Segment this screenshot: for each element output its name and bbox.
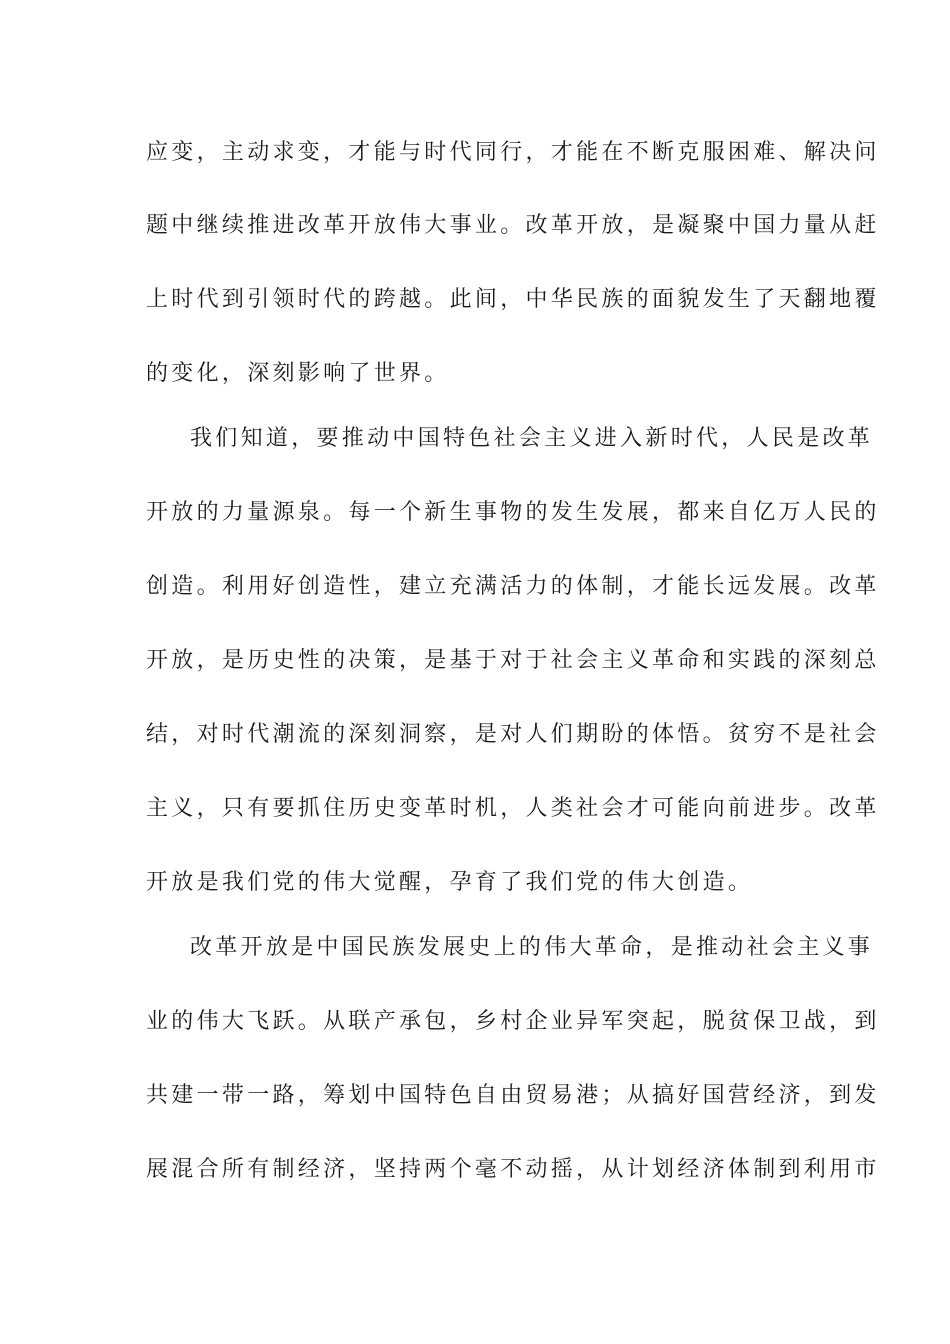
- text-line: 应变，主动求变，才能与时代同行，才能在不断克服困难、解决问: [146, 140, 880, 165]
- text-line: 展混合所有制经济，坚持两个毫不动摇，从计划经济体制到利用市: [146, 1157, 880, 1182]
- text-line: 上时代到引领时代的跨越。此间，中华民族的面貌发生了天翻地覆: [146, 287, 880, 312]
- text-line: 创造。利用好创造性，建立充满活力的体制，才能长远发展。改革: [146, 574, 880, 599]
- text-line: 开放，是历史性的决策，是基于对于社会主义革命和实践的深刻总: [146, 648, 880, 673]
- paragraph-first-line: 我们知道，要推动中国特色社会主义进入新时代，人民是改革: [190, 426, 874, 451]
- text-line: 开放是我们党的伟大觉醒，孕育了我们党的伟大创造。: [146, 870, 754, 895]
- text-line: 主义，只有要抓住历史变革时机，人类社会才可能向前进步。改革: [146, 796, 880, 821]
- paragraph-first-line: 改革开放是中国民族发展史上的伟大革命，是推动社会主义事: [190, 935, 874, 960]
- text-line: 开放的力量源泉。每一个新生事物的发生发展，都来自亿万人民的: [146, 500, 880, 525]
- text-line: 的变化，深刻影响了世界。: [146, 361, 450, 386]
- text-line: 题中继续推进改革开放伟大事业。改革开放，是凝聚中国力量从赶: [146, 213, 880, 238]
- text-line: 结，对时代潮流的深刻洞察，是对人们期盼的体悟。贫穷不是社会: [146, 722, 880, 747]
- text-line: 共建一带一路，筹划中国特色自由贸易港；从搞好国营经济，到发: [146, 1083, 880, 1108]
- text-line: 业的伟大飞跃。从联产承包，乡村企业异军突起，脱贫保卫战，到: [146, 1009, 880, 1034]
